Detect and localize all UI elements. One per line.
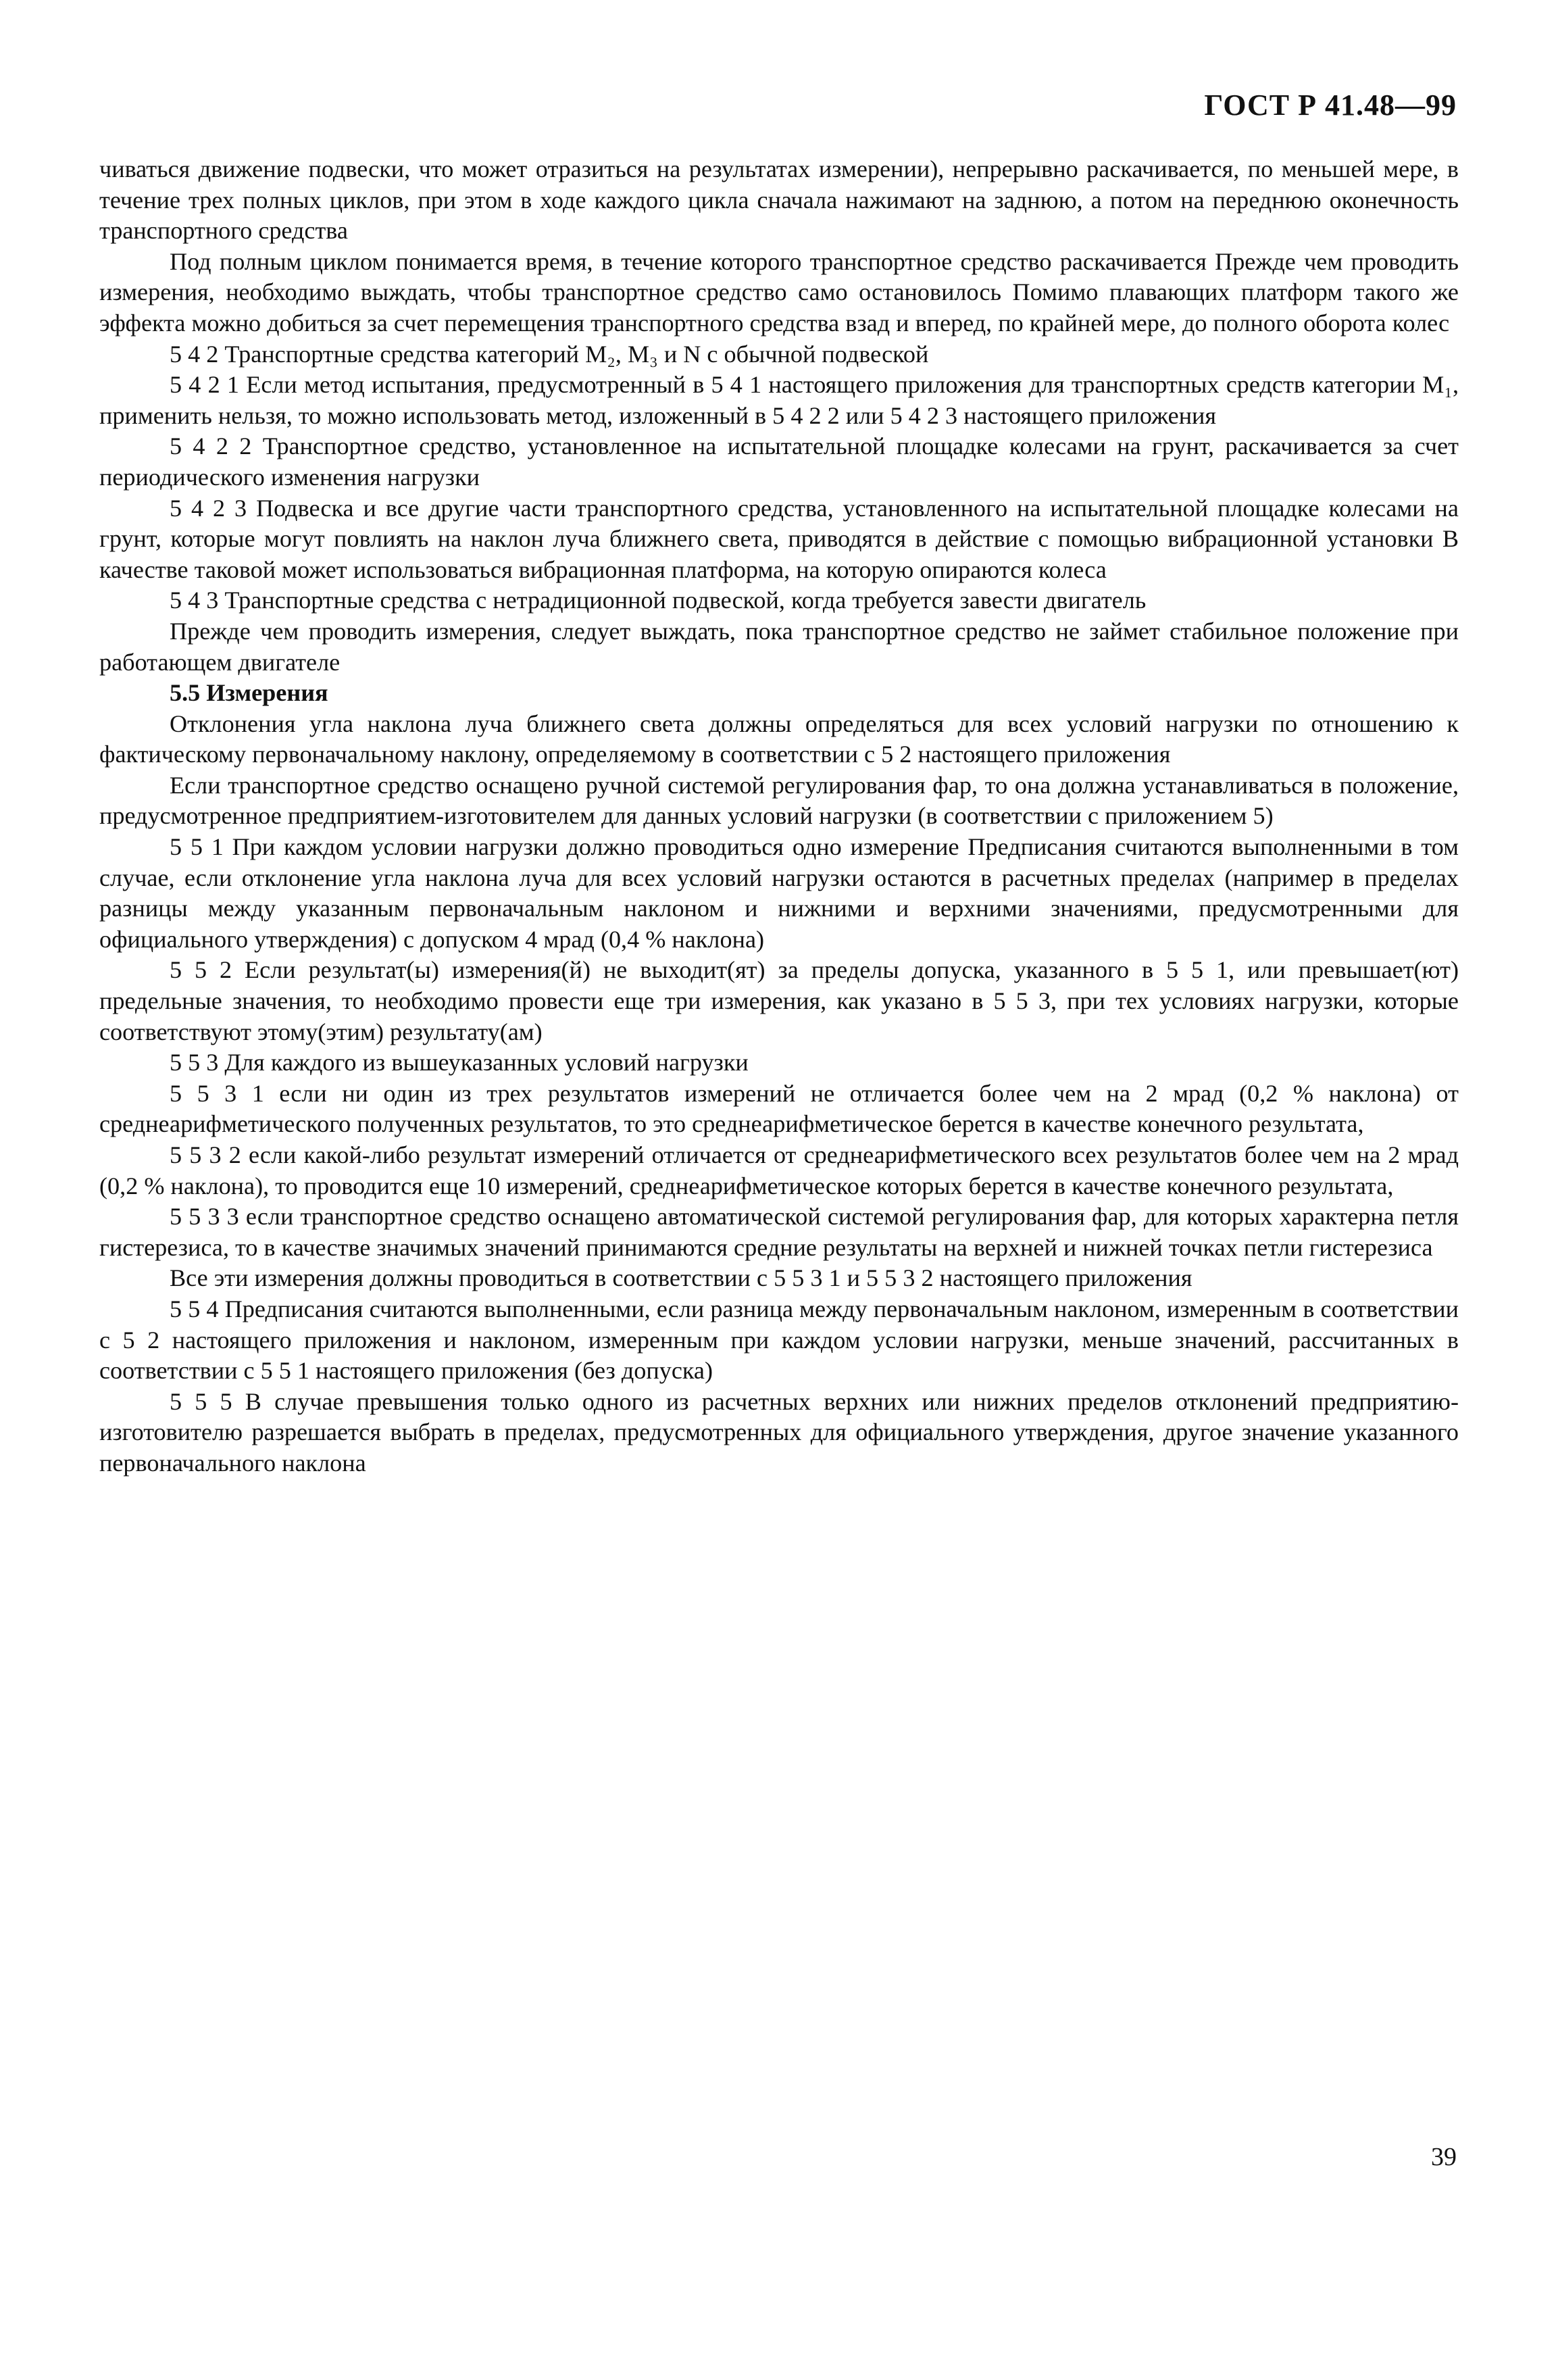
page-number: 39	[1431, 2143, 1457, 2171]
paragraph: 5 4 2 Транспортные средства категорий М₂, М₃ и N с обычной подвеской	[170, 340, 929, 368]
paragraph: чиваться движение подвески, что может отразиться на результатах измерении), непрерывно раскачивается, по меньшей мере, в течение трех полных циклов, при этом в ходе каждого цикла сначала нажимают на заднюю, а потом на переднюю оконечность транспортного средства	[99, 155, 1459, 245]
paragraph: Прежде чем проводить измерения, следует выждать, пока транспортное средство не займет стабильное положение при работающем двигателе	[99, 617, 1459, 676]
paragraph: 5 5 3 3 если транспортное средство оснащено автоматической системой регулирования фар, для которых характерна петля гистерезиса, то в качестве значимых значений принимаются средние результаты на верхней и нижней точках петли гистерезиса	[99, 1203, 1459, 1261]
paragraph: 5 5 5 В случае превышения только одного из расчетных верхних или нижних пределов отклонений предприятию-изготовителю разрешается выбрать в пределах, предусмотренных для официального утверждения, другое значение указанного первоначального наклона	[99, 1387, 1459, 1477]
paragraph: Все эти измерения должны проводиться в соответствии с 5 5 3 1 и 5 5 3 2 настоящего приложения	[170, 1264, 1192, 1292]
paragraph: 5 5 2 Если результат(ы) измерения(й) не выходит(ят) за пределы допуска, указанного в 5 5 1, или превышает(ют) предельные значения, то необходимо провести еще три измерения, как указано в 5 5 3, при тех условиях нагрузки, которые соответствуют этому(этим) результату(ам)	[99, 956, 1459, 1045]
paragraph: Под полным циклом понимается время, в течение которого транспортное средство раскачивается Прежде чем проводить измерения, необходимо выждать, чтобы транспортное средство само остановилось Помимо плавающих платформ такого же эффекта можно добиться за счет перемещения транспортного средства взад и вперед, по крайней мере, до полного оборота колес	[99, 247, 1459, 337]
paragraph: 5 4 3 Транспортные средства с нетрадиционной подвеской, когда требуется завести двигатель	[170, 587, 1147, 614]
paragraph: 5 4 2 3 Подвеска и все другие части транспортного средства, установленного на испытательной площадке колесами на грунт, которые могут повлиять на наклон луча ближнего света, приводятся в действие с помощью вибрационной установки В качестве таковой может использоваться вибрационная платформа, на которую опираются колеса	[99, 494, 1459, 583]
paragraph: 5 4 2 2 Транспортное средство, установленное на испытательной площадке колесами на грунт, раскачивается за счет периодического изменения нагрузки	[99, 432, 1459, 491]
document-body	[99, 154, 1459, 1479]
paragraph: 5 5 4 Предписания считаются выполненными, если разница между первоначальным наклоном, измеренным в соответствии с 5 2 настоящего приложения и наклоном, измеренным при каждом условии нагрузки, меньше значений, рассчитанных в соответствии с 5 5 1 настоящего приложения (без допуска)	[99, 1295, 1459, 1385]
paragraph: 5 4 2 1 Если метод испытания, предусмотренный в 5 4 1 настоящего приложения для транспортных средств категории М₁, применить нельзя, то можно использовать метод, изложенный в 5 4 2 2 или 5 4 2 3 настоящего приложения	[99, 371, 1459, 429]
paragraph: 5 5 3 Для каждого из вышеуказанных условий нагрузки	[170, 1049, 749, 1076]
paragraph: 5 5 1 При каждом условии нагрузки должно проводиться одно измерение Предписания считаются выполненными в том случае, если отклонение угла наклона луча для всех условий нагрузки остаются в расчетных пределах (например в пределах разницы между указанным первоначальным наклоном и нижними и верхними значениями, предусмотренными для официального утверждения) с допуском 4 мрад (0,4 % наклона)	[99, 833, 1459, 953]
section-heading: 5.5 Измерения	[170, 679, 328, 707]
paragraph: 5 5 3 2 если какой-либо результат измерений отличается от среднеарифметического всех результатов более чем на 2 мрад (0,2 % наклона), то проводится еще 10 измерений, среднеарифметическое которых берется в качестве конечного результата,	[99, 1141, 1459, 1199]
document-header: ГОСТ Р 41.48—99	[1204, 89, 1457, 122]
paragraph: 5 5 3 1 если ни один из трех результатов измерений не отличается более чем на 2 мрад (0,2 % наклона) от среднеарифметического полученных результатов, то это среднеарифметическое берется в качестве конечного результата,	[99, 1079, 1459, 1138]
paragraph: Если транспортное средство оснащено ручной системой регулирования фар, то она должна устанавливаться в положение, предусмотренное предприятием-изготовителем для данных условий нагрузки (в соответствии с приложением 5)	[99, 771, 1459, 830]
paragraph: Отклонения угла наклона луча ближнего света должны определяться для всех условий нагрузки по отношению к фактическому первоначальному наклону, определяемому в соответствии с 5 2 настоящего приложения	[99, 710, 1459, 768]
